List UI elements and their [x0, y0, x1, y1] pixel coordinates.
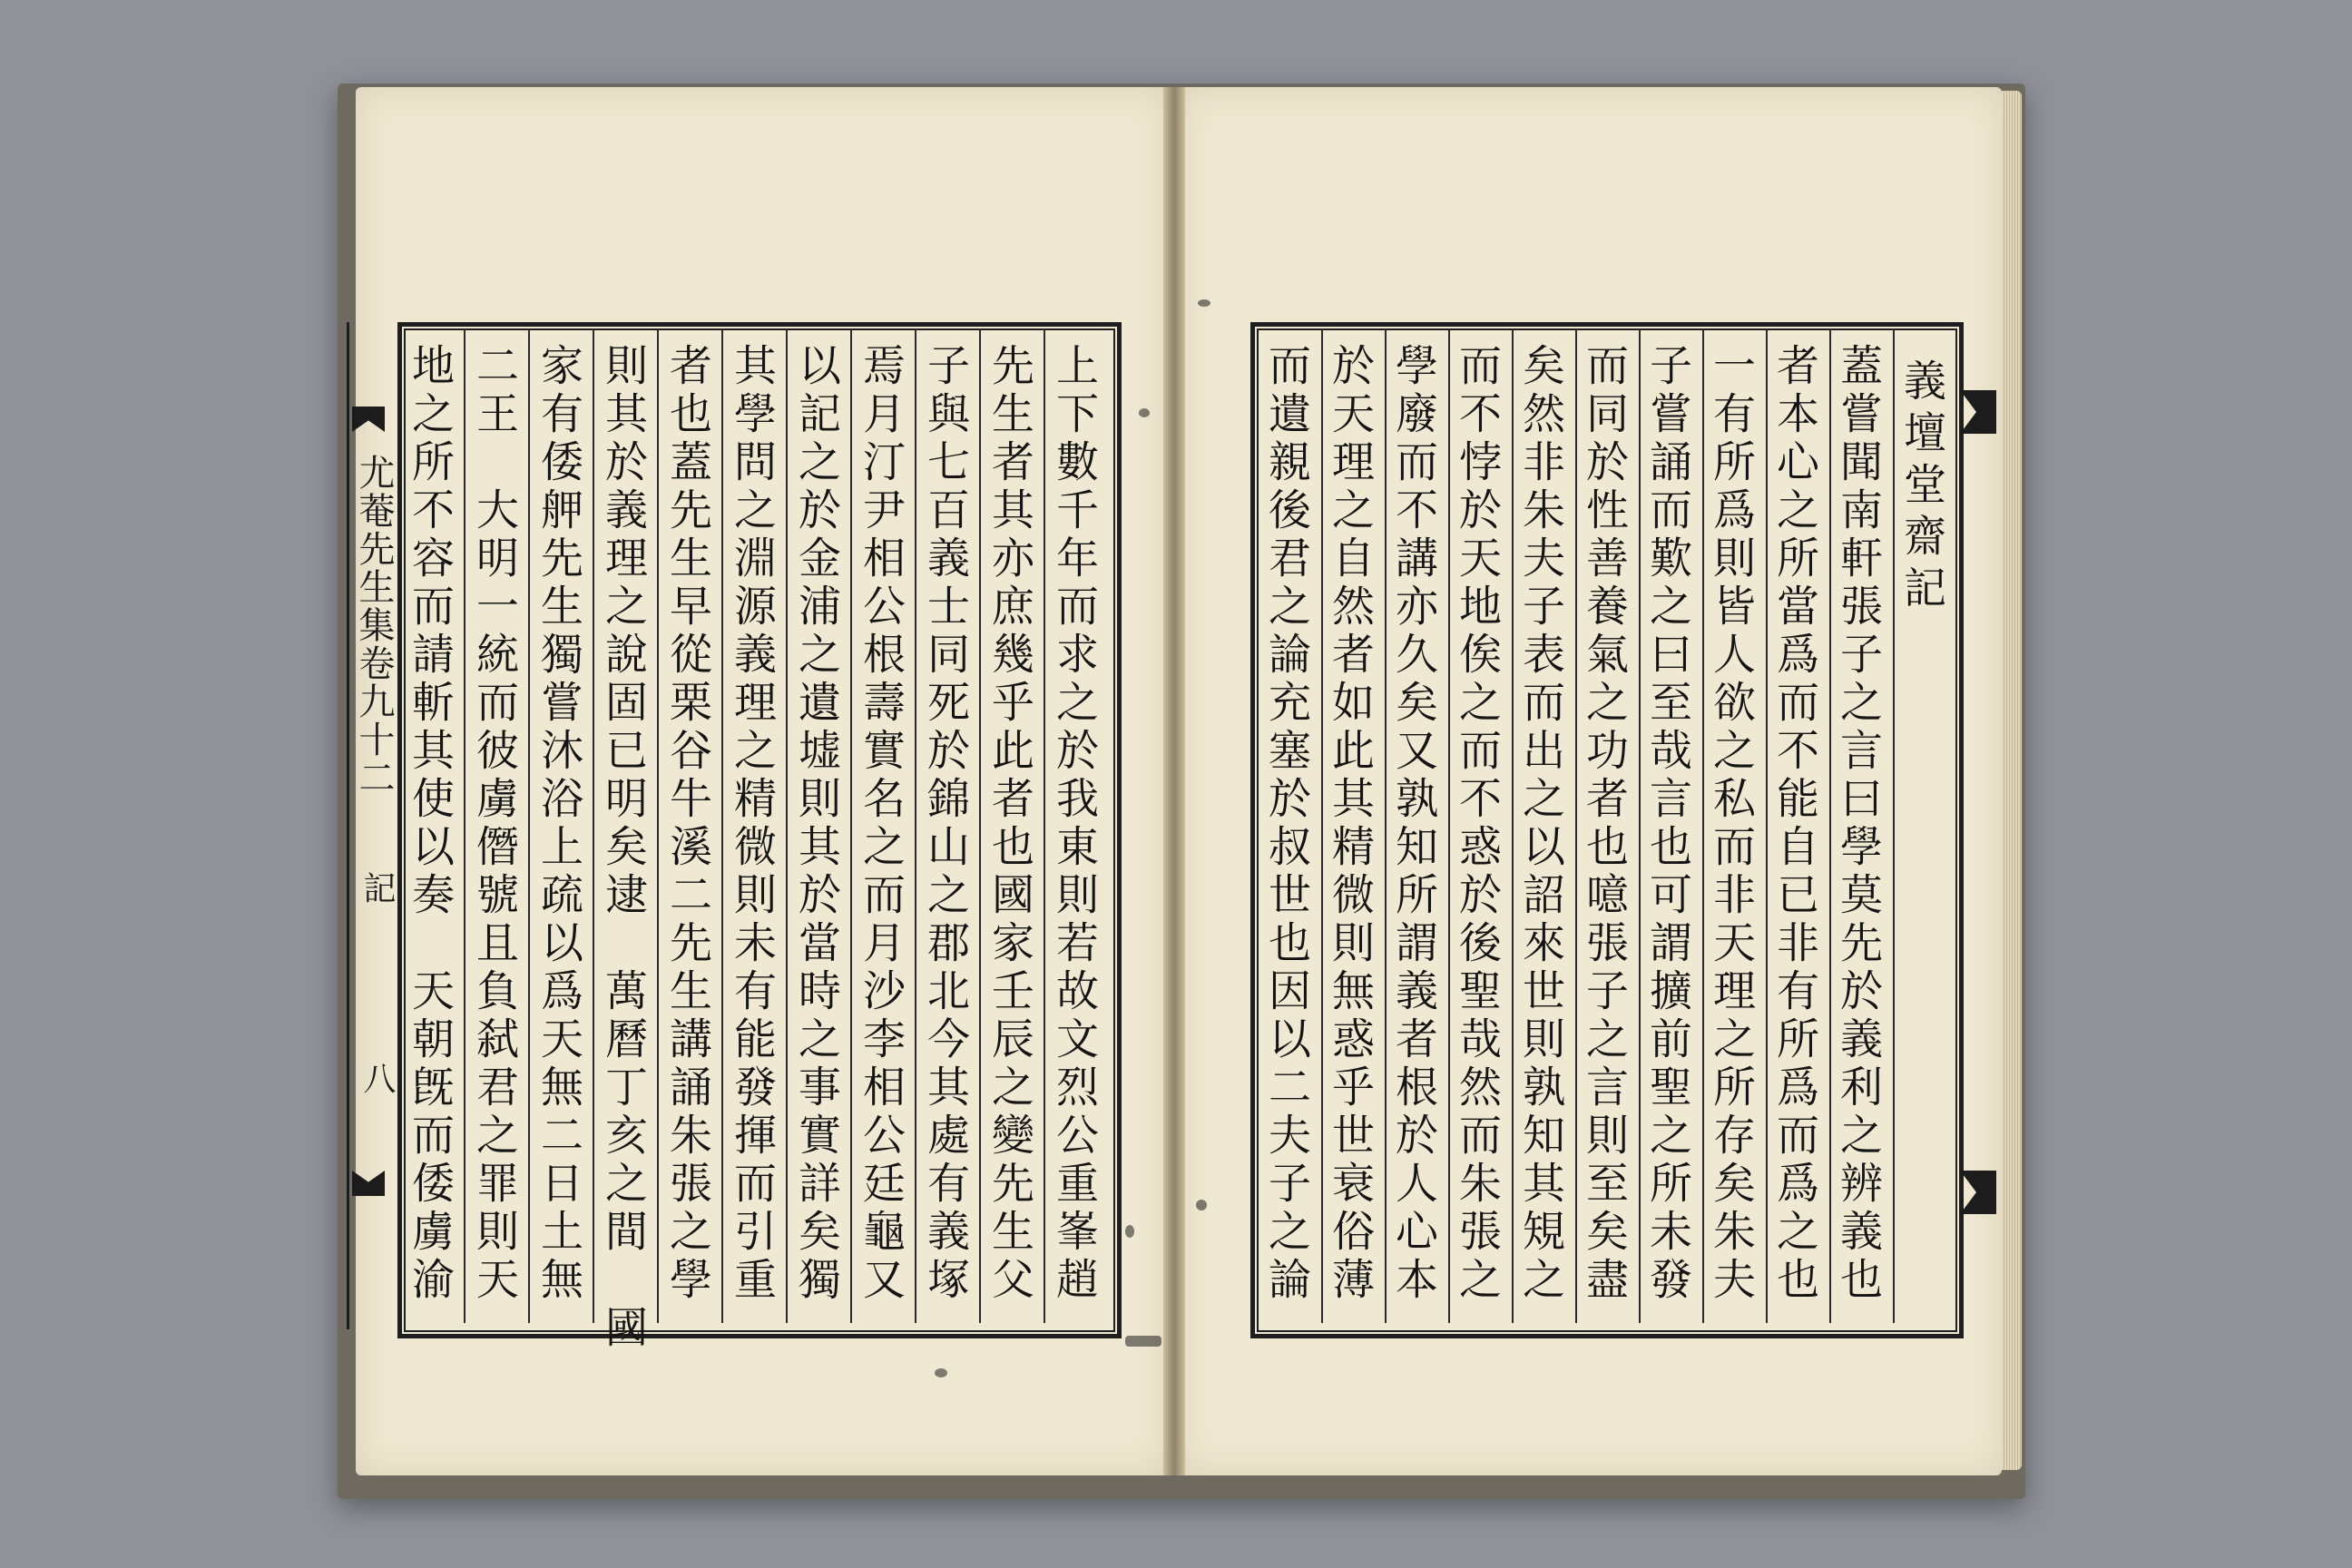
column-rule — [1575, 328, 1577, 1323]
column-rule — [721, 328, 723, 1323]
ink-speck — [1198, 299, 1210, 307]
banxin-section-label: 記 — [358, 871, 396, 904]
text-column: 蓋嘗聞南軒張子之言曰學莫先於義利之辨義也 — [1833, 343, 1883, 1305]
text-column: 而同於性善養氣之功者也噫張子之言則至矣盡 — [1579, 343, 1629, 1305]
column-rule — [786, 328, 788, 1323]
text-column: 焉月汀尹相公根壽實名之而月沙李相公廷龜又 — [856, 343, 906, 1305]
ink-smudge — [1125, 1336, 1161, 1347]
column-rule — [850, 328, 852, 1323]
column-rule — [1893, 328, 1895, 1323]
column-rule — [657, 328, 659, 1323]
book-gutter — [1163, 87, 1185, 1475]
column-rule — [1321, 328, 1323, 1323]
column-rule — [1639, 328, 1641, 1323]
banxin-page-number: 八 — [358, 1062, 396, 1094]
text-column: 以記之於金浦之遺墟則其於當時之事實詳矣獨 — [791, 343, 841, 1305]
text-column: 而不悖於天地俟之而不惑於後聖哉然而朱張之 — [1452, 343, 1502, 1305]
text-column: 者本心之所當爲而不能自已非有所爲而爲之也 — [1769, 343, 1819, 1305]
text-column: 矣然非朱夫子表而出之以詔來世則孰知其䂓之 — [1515, 343, 1565, 1305]
ink-speck — [1139, 408, 1150, 417]
ink-speck — [1196, 1200, 1207, 1210]
column-rule — [1702, 328, 1704, 1323]
column-rule — [464, 328, 466, 1323]
text-column: 而遺親後君之論充塞於叔世也因以二夫子之論 — [1261, 343, 1311, 1305]
text-column: 則其於義理之說固已明矣逮 萬曆丁亥之間 國 — [598, 343, 648, 1353]
banxin-book-title: 尤菴先生集卷九十二 — [353, 454, 395, 797]
column-rule — [1385, 328, 1387, 1323]
column-rule — [1512, 328, 1514, 1323]
essay-title: 義壇堂齋記 — [1896, 358, 1946, 617]
text-column: 家有倭舺先生獨嘗沐浴上疏以爲天無二日土無 — [534, 343, 583, 1305]
column-rule — [979, 328, 981, 1323]
text-column: 於天理之自然者如此其精微則無惑乎世衰俗薄 — [1325, 343, 1375, 1305]
text-column: 一有所爲則皆人欲之私而非天理之所存矣朱夫 — [1706, 343, 1756, 1305]
column-rule — [1829, 328, 1831, 1323]
text-column: 者也蓋先生早從栗谷牛溪二先生講誦朱張之學 — [662, 343, 712, 1305]
text-column: 其學問之淵源義理之精微則未有能發揮而引重 — [727, 343, 777, 1305]
page-edges — [2002, 91, 2022, 1470]
text-column: 地之所不容而請斬其使以奏 天朝旣而倭虜渝 — [405, 343, 455, 1305]
column-rule — [593, 328, 594, 1323]
text-column: 先生者其亦庶幾乎此者也國家壬辰之變先生父 — [985, 343, 1034, 1305]
text-column: 上下數千年而求之於我東則若故文烈公重峯趙 — [1049, 343, 1099, 1305]
column-rule — [528, 328, 530, 1323]
text-column: 學廢而不講亦久矣又孰知所謂義者根於人心本 — [1388, 343, 1438, 1305]
ink-speck — [935, 1368, 947, 1377]
ink-speck — [1125, 1225, 1134, 1238]
column-rule — [1448, 328, 1450, 1323]
column-rule — [1044, 328, 1045, 1323]
text-column: 子嘗誦而歎之曰至哉言也可謂擴前聖之所未發 — [1642, 343, 1692, 1305]
text-column: 子與七百義士同死於錦山之郡北今其處有義塚 — [920, 343, 970, 1305]
column-rule — [915, 328, 916, 1323]
text-column: 二王 大明一統而彼虜僭號且負弑君之罪則天 — [469, 343, 519, 1305]
column-rule — [1766, 328, 1768, 1323]
